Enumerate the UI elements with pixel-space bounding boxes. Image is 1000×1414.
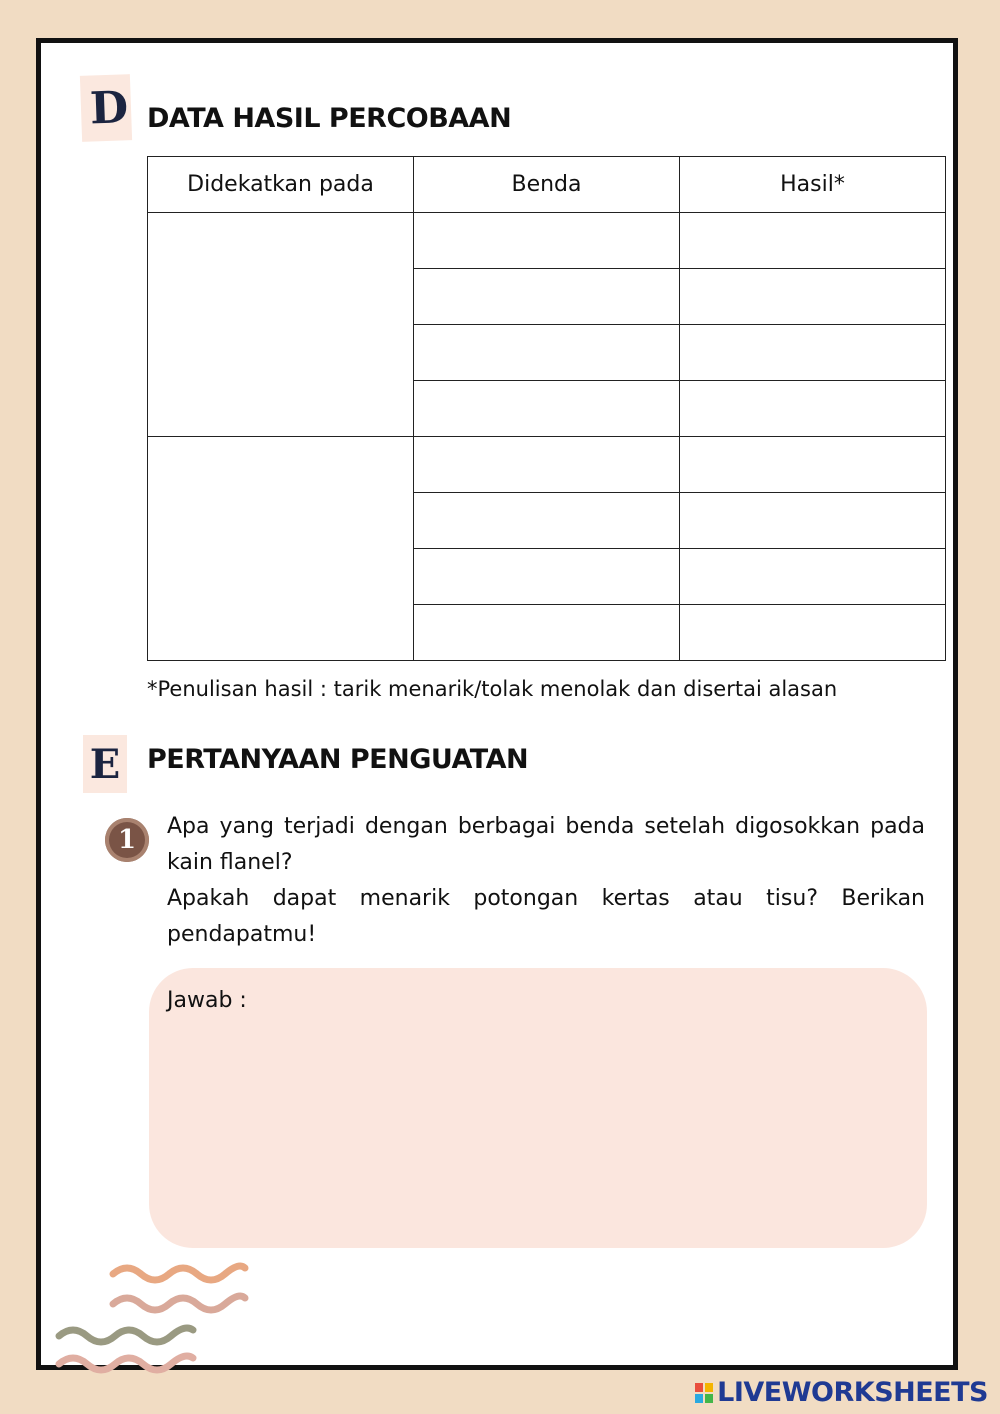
- wave-line-3: [59, 1328, 193, 1342]
- hasil-cell[interactable]: [680, 381, 946, 437]
- header-benda: Benda: [414, 157, 680, 213]
- question-number-badge: 1: [105, 818, 149, 862]
- hasil-cell[interactable]: [680, 269, 946, 325]
- benda-cell[interactable]: [414, 437, 680, 493]
- benda-cell[interactable]: [414, 325, 680, 381]
- benda-cell[interactable]: [414, 381, 680, 437]
- table-header-row: [148, 157, 946, 213]
- section-d-badge: D: [80, 74, 132, 142]
- header-hasil: Hasil*: [680, 157, 946, 213]
- liveworksheets-watermark: [695, 1377, 988, 1408]
- hasil-cell[interactable]: [680, 493, 946, 549]
- hasil-cell[interactable]: [680, 549, 946, 605]
- hasil-cell[interactable]: [680, 213, 946, 269]
- results-table: [147, 156, 946, 661]
- section-e-title: PERTANYAAN PENGUATAN: [147, 744, 529, 775]
- benda-cell[interactable]: [414, 213, 680, 269]
- wave-line-4: [59, 1356, 193, 1370]
- table-row: [148, 213, 946, 269]
- hasil-cell[interactable]: [680, 437, 946, 493]
- wave-line-2: [113, 1296, 245, 1310]
- header-didekatkan: Didekatkan pada: [148, 157, 414, 213]
- benda-cell[interactable]: [414, 493, 680, 549]
- liveworksheets-logo-icon: [695, 1383, 713, 1403]
- hasil-cell[interactable]: [680, 605, 946, 661]
- benda-cell[interactable]: [414, 605, 680, 661]
- decorative-waves-icon: [51, 1258, 261, 1378]
- section-e-badge: E: [83, 735, 127, 793]
- answer-box[interactable]: [149, 968, 927, 1248]
- worksheet-page: [36, 38, 958, 1370]
- didekatkan-cell-2[interactable]: [148, 437, 414, 661]
- table-row: [148, 437, 946, 493]
- question-text: [167, 809, 925, 953]
- answer-label: Jawab :: [167, 988, 247, 1013]
- question-line-1: Apa yang terjadi dengan berbagai benda setelah digosokkan pada kain flanel?: [167, 814, 925, 875]
- wave-line-1: [113, 1266, 245, 1280]
- section-d-title: DATA HASIL PERCOBAAN: [147, 103, 512, 134]
- didekatkan-cell-1[interactable]: [148, 213, 414, 437]
- question-line-2: Apakah dapat menarik potongan kertas atau tisu? Berikan pendapatmu!: [167, 886, 925, 947]
- benda-cell[interactable]: [414, 269, 680, 325]
- table-footnote: *Penulisan hasil : tarik menarik/tolak menolak dan disertai alasan: [147, 677, 838, 701]
- watermark-text: LIVEWORKSHEETS: [717, 1377, 988, 1408]
- benda-cell[interactable]: [414, 549, 680, 605]
- hasil-cell[interactable]: [680, 325, 946, 381]
